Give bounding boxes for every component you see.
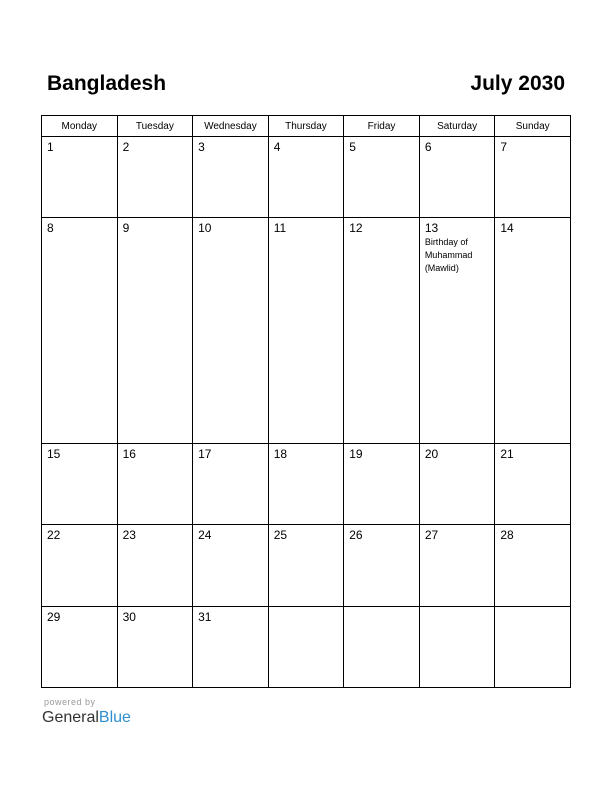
day-cell [193,137,269,218]
day-cell [344,137,420,218]
day-cell [268,525,344,606]
brand-general-text: General [42,709,99,726]
day-number: 10 [198,221,212,236]
day-cell [193,525,269,606]
day-number: 12 [349,221,363,236]
day-cell [344,525,420,606]
weekday-header: Tuesday [117,116,193,137]
generalblue-logo[interactable] [42,709,131,727]
day-number: 27 [424,528,439,543]
day-number: 20 [424,446,439,461]
month-year-title: July 2030 [470,72,565,95]
day-cell [42,606,118,687]
day-cell [117,525,193,606]
day-cell [495,137,571,218]
powered-by-text: powered by [44,697,96,707]
weekday-header: Monday [42,116,118,137]
day-number: 21 [500,446,514,461]
day-number: 16 [122,446,136,461]
weekday-header: Saturday [419,116,495,137]
day-cell [495,443,571,524]
day-number: 5 [349,140,356,154]
weekday-header: Friday [344,116,420,137]
day-cell [193,218,269,444]
day-cell [117,606,193,687]
day-cell [268,443,344,524]
day-cell [268,218,344,444]
day-cell [495,606,571,687]
day-number: 13 [424,221,439,236]
day-cell [268,137,344,218]
week-row [42,218,571,444]
day-cell [42,525,118,606]
day-cell [193,443,269,524]
day-number: 3 [198,140,205,154]
day-number: 4 [273,140,281,154]
day-number: 24 [198,528,212,543]
week-row [42,525,571,606]
day-number: 25 [273,528,288,543]
week-row [42,443,571,524]
day-number: 17 [198,446,212,461]
day-cell [117,137,193,218]
day-number: 11 [273,221,287,236]
day-cell [268,606,344,687]
brand-blue-text: Blue [98,709,131,726]
week-row [42,137,571,218]
day-cell [117,218,193,444]
day-number: 1 [47,140,54,154]
day-number: 28 [500,528,514,543]
weekday-header: Sunday [495,116,571,137]
day-cell [42,443,118,524]
day-cell [419,443,495,524]
weekday-header: Wednesday [193,116,269,137]
day-number: 26 [349,528,363,543]
day-number: 18 [273,446,288,461]
holiday-label: Birthday of Muhammad (Mawlid) [424,237,473,274]
day-cell [419,606,495,687]
day-cell [344,218,420,444]
day-number: 6 [424,140,432,154]
day-cell [495,525,571,606]
day-number: 14 [500,221,514,236]
day-number: 22 [47,528,61,543]
day-number: 23 [122,528,136,543]
day-cell [344,443,420,524]
day-number: 9 [122,221,130,236]
day-cell [117,443,193,524]
weekday-header-row [42,116,571,137]
day-number: 31 [198,609,212,624]
day-cell [495,218,571,444]
day-cell [419,218,495,444]
day-cell [419,137,495,218]
day-number: 30 [122,609,136,624]
day-number: 8 [47,221,54,236]
day-number: 2 [122,140,130,154]
day-number: 19 [349,446,363,461]
week-row [42,606,571,687]
day-cell [42,137,118,218]
day-cell [193,606,269,687]
day-cell [344,606,420,687]
country-title: Bangladesh [47,72,167,95]
day-number: 7 [500,140,508,154]
day-cell [419,525,495,606]
weekday-header: Thursday [268,116,344,137]
day-number: 29 [47,609,61,624]
day-number: 15 [47,446,61,461]
calendar-grid [41,115,571,688]
day-cell [42,218,118,444]
